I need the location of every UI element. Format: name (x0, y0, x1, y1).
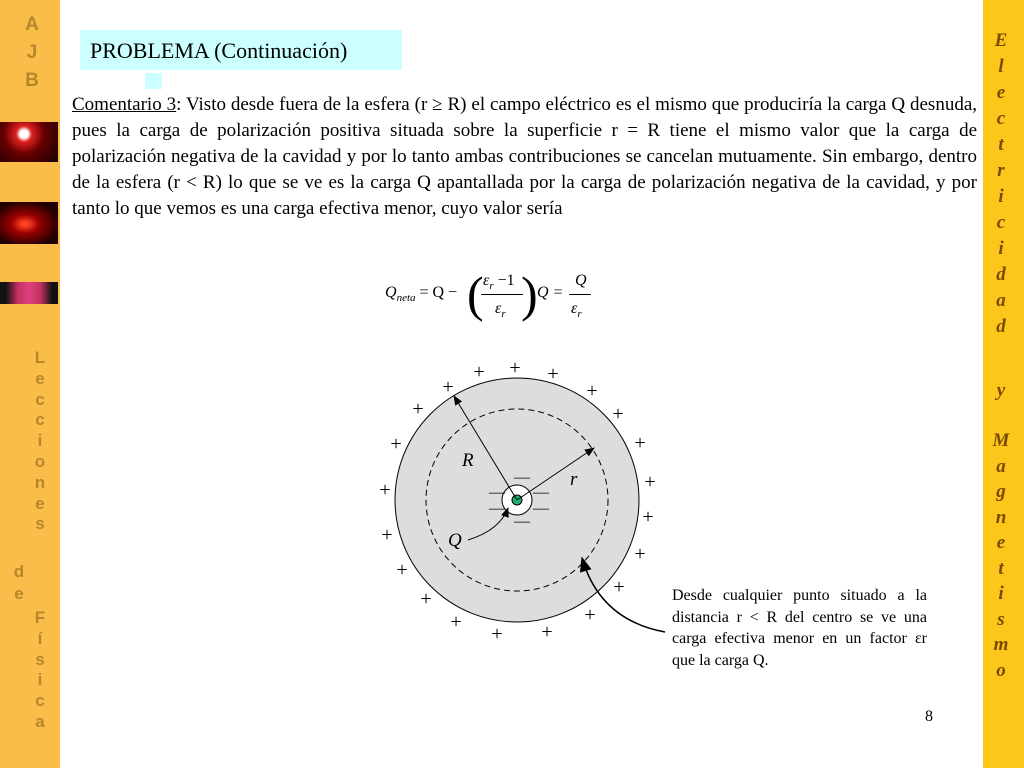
sidebar-letter: í (37, 628, 43, 648)
plus-charge: + (634, 543, 646, 565)
eq-den: ε (495, 300, 502, 317)
plus-charge: + (473, 361, 485, 383)
sidebar-letter: e (996, 532, 1006, 553)
plus-charge: + (450, 611, 462, 633)
sidebar-letter: A (25, 14, 39, 35)
sidebar-letter: i (998, 238, 1004, 259)
plus-charge: + (442, 376, 454, 398)
sidebar-letter: F (34, 608, 46, 627)
plus-charge: + (420, 588, 432, 610)
plus-charge: + (547, 363, 559, 385)
eq-num: ε (483, 272, 490, 289)
sidebar-letter: e (35, 368, 45, 388)
page-number: 8 (925, 708, 933, 725)
minus-charge: — (489, 500, 505, 517)
plus-charge: + (390, 433, 402, 455)
sidebar-letter: M (992, 430, 1010, 451)
minus-charge: — (533, 500, 549, 517)
sidebar-letter: E (994, 30, 1008, 51)
sidebar-letter: i (998, 186, 1004, 207)
note-text: Desde cualquier punto situado a la distancia r < R del centro se ve una carga efectiva menor en un factor εr que la carga Q. (672, 587, 927, 669)
sidebar-letter: c (35, 389, 45, 409)
plus-charge: + (381, 524, 393, 546)
eq-den-sub: r (501, 308, 506, 321)
sidebar-letter: a (35, 712, 45, 731)
sidebar-letter: B (25, 70, 39, 91)
sidebar-letter: a (996, 455, 1006, 477)
plus-charge: + (396, 559, 408, 581)
sidebar-letter: o (996, 659, 1006, 681)
plus-charge: + (634, 432, 646, 454)
eq-part1: = Q − (419, 284, 458, 301)
plus-charge: + (491, 623, 503, 645)
plus-charge: + (613, 576, 625, 598)
sidebar-letter: t (998, 557, 1004, 579)
eq-num-rest: −1 (493, 272, 515, 289)
sidebar-letter: c (35, 691, 45, 711)
sidebar-letter: g (996, 481, 1006, 502)
sidebar-letter: c (35, 410, 45, 430)
sidebar-letter: i (998, 583, 1004, 604)
sidebar-letter: i (37, 670, 43, 690)
sidebar-letter: i (37, 431, 43, 451)
plus-charge: + (541, 621, 553, 643)
sidebar-letter: e (996, 82, 1006, 103)
sidebar-letter: d (13, 562, 25, 581)
sidebar-letter: s (35, 649, 45, 669)
minus-charge: — (533, 484, 549, 501)
eq-frac2-den: ε (571, 300, 578, 317)
sidebar-letter: s (997, 608, 1005, 630)
sidebar-letter: r (997, 160, 1005, 181)
sidebar-letter: n (34, 472, 46, 492)
page-title: PROBLEMA (Continuación) (80, 30, 402, 70)
sidebar-letter: c (996, 108, 1006, 129)
comment-text: : Visto desde fuera de la esfera (r ≥ R) el campo eléctrico es el mismo que produciría la carga Q desnuda, pues la carga de polarización positiva situada sobre la superficie r = R tiene el mismo valor que la carga de polarización negativa de la cavidad y por lo tanto ambas contribuciones se cancelan mutuamente. Sin embargo, dentro de la esfera (r < R) lo que se ve es la carga Q apantallada por la carga de polarización negativa de la cavidad, y por tanto lo que vemos es una carga efectiva menor, cuyo valor sería (72, 94, 977, 219)
sidebar-letter: c (996, 212, 1006, 233)
plus-charge: + (379, 479, 391, 501)
eq-frac2-num: Q (575, 272, 587, 289)
plus-charge: + (584, 604, 596, 626)
label-r: r (570, 469, 578, 490)
eq-num-sub: r (489, 280, 494, 293)
eq-mid: Q = (537, 284, 564, 301)
plus-charge: + (644, 471, 656, 493)
sidebar-letter: s (35, 514, 45, 534)
sidebar-letter: a (996, 290, 1006, 311)
sidebar-letter: n (995, 506, 1007, 528)
eq-lhs: Q (385, 284, 397, 301)
sidebar-letter: d (996, 264, 1006, 285)
sidebar-letter: m (993, 634, 1009, 655)
minus-charge: — (514, 513, 530, 530)
sidebar-letter: e (35, 493, 45, 513)
minus-charge: — (489, 484, 505, 501)
plus-charge: + (509, 357, 521, 379)
plus-charge: + (586, 380, 598, 402)
label-R: R (462, 450, 474, 471)
eq-frac2-den-sub: r (577, 308, 582, 321)
plus-charge: + (412, 398, 424, 420)
plus-charge: + (642, 506, 654, 528)
sidebar-letter: J (26, 42, 38, 63)
sidebar-letter: e (14, 584, 24, 603)
sidebar-letter: d (996, 316, 1006, 337)
label-Q: Q (448, 530, 462, 551)
minus-charge: — (514, 469, 530, 486)
plus-charge: + (612, 403, 624, 425)
sidebar-letter: l (998, 56, 1004, 77)
eq-lhs-sub: neta (396, 292, 416, 305)
sidebar-letter: y (996, 380, 1006, 401)
sidebar-letter: t (998, 134, 1004, 155)
sidebar-letter: L (34, 348, 46, 367)
comment-label: Comentario 3 (72, 94, 177, 115)
sidebar-letter: o (34, 452, 46, 471)
